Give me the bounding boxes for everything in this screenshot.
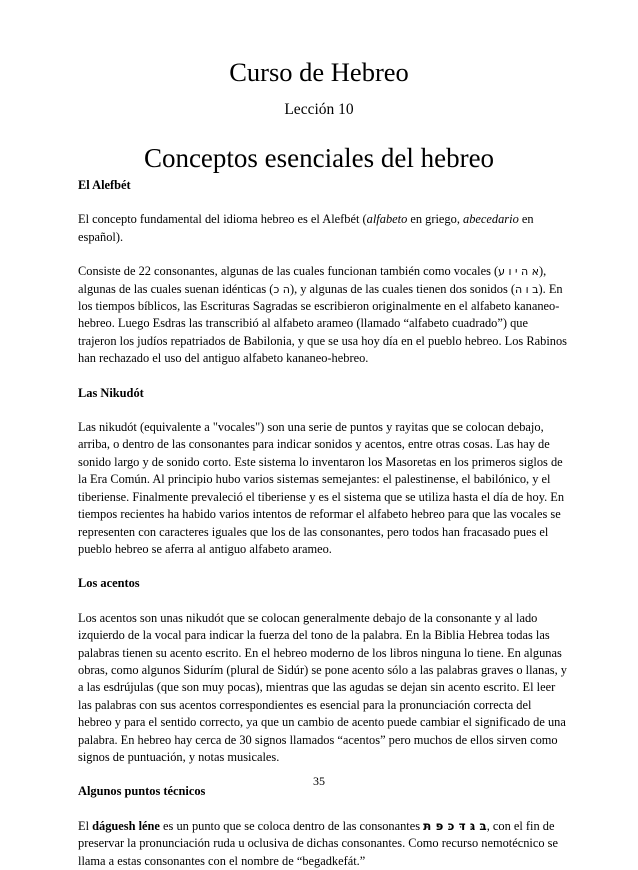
text-run: ), algunas de las cuales suenan idénticas (	[78, 264, 547, 296]
text-run: El concepto fundamental del idioma hebreo es el Alefbét (	[78, 212, 367, 227]
hebrew-letters-begadkefat: בּ גּ דּ כּ פּ תּ	[423, 818, 487, 833]
document-body	[78, 177, 568, 870]
section-heading-tecnicos: Algunos puntos técnicos	[78, 784, 206, 799]
hebrew-letters-vowels: א ה י ו ע	[498, 265, 540, 279]
course-title: Curso de Hebreo	[229, 57, 409, 87]
section-heading-alefbet: El Alefbét	[78, 178, 131, 192]
section-heading-acentos: Los acentos	[78, 576, 140, 591]
page-title: Conceptos esenciales del hebreo	[143, 143, 495, 173]
paragraph-alefbet-consonants	[78, 263, 568, 367]
italic-term-alfabeto: alfabeto	[366, 212, 408, 227]
text-run: ), y algunas de las cuales tienen dos sonidos (	[289, 281, 515, 296]
hebrew-letters-two-sounds: ב ו ה	[514, 282, 539, 296]
text-run: es un punto que se coloca dentro de las consonantes	[159, 818, 424, 833]
text-run: Consiste de 22 consonantes, algunas de las cuales funcionan también como vocales (	[78, 264, 499, 279]
paragraph-acentos: Los acentos son unas nikudót que se colocan generalmente debajo de la consonante y al lado izquierdo de la vocal para indicar la fuerza del tono de la palabra. En la Biblia Hebrea todas las palabras tienen su acento escrito. En el hebreo moderno de los libros ninguna lo tiene. En algunas obras, como algunos Sidurím (plural de Sidúr) se pone acento sólo a las palabras graves o llanas, y a las esdrújulas (que son muy pocas), mientras que las agudas se dejan sin acento escrito. El leer las palabras con sus acentos correspondientes es esencial para la pronunciación correcta del hebreo y para el sentido correcto, ya que un cambio de acento puede cambiar el significado de una palabra. En hebreo hay cerca de 30 signos llamados “acentos” pero muchos de ellos sirven como signos de puntuación, y notas musicales.	[78, 610, 567, 764]
section-heading-nikudot: Las Nikudót	[78, 385, 144, 400]
text-run: , con el fin de preservar la pronunciación ruda u oclusiva de dichas consonantes. Como recurso nemotécnico se llama a estas consonantes con el nombre de “begadkefát.”	[78, 818, 558, 868]
text-run: en griego,	[407, 212, 464, 227]
text-run: El	[78, 818, 93, 833]
lesson-number: Lección 10	[284, 101, 354, 118]
text-run: ). En los tiempos bíblicos, las Escrituras Sagradas se escribieron originalmente en el alfabeto kananeo-hebreo. Luego Esdras las transcribió al alfabeto arameo (llamado “alfabeto cuadrado”) que trajeron los judíos repatriados de Babilonia, y que se usa hoy día en el pueblo hebreo. Los Rabinos han rechazado el uso del antiguo alfabeto kananeo-hebreo.	[78, 281, 567, 366]
paragraph-alefbet-definition	[78, 211, 568, 246]
paragraph-nikudot: Las nikudót (equivalente a "vocales") son una serie de puntos y rayitas que se colocan debajo, arriba, o dentro de las consonantes para indicar sonidos y acentos, entre otras cosas. Las hay de sonido largo y de sonido corto. Este sistema lo inventaron los Masoretas en los primeros siglos de la Era Común. Al principio hubo varios sistemas semejantes: el palestinense, el babilónico, y el tiberiense. Finalmente prevaleció el tiberiense y es el sistema que se utiliza hasta el día de hoy. En tiempos recientes ha habido varios intentos de reformar el alfabeto hebreo para que las vocales se representen con caracteres iguales que los de las consonantes, pero todos han fracasado pues el pueblo hebreo se aferra al antiguo alfabeto arameo.	[78, 420, 565, 556]
page-number: 35	[313, 774, 325, 788]
text-run: en español).	[78, 212, 534, 244]
italic-term-abecedario: abecedario	[463, 212, 519, 227]
hebrew-letters-identical: ה כ	[273, 282, 290, 296]
bold-term-daguesh-lene: dáguesh léne	[92, 818, 160, 833]
